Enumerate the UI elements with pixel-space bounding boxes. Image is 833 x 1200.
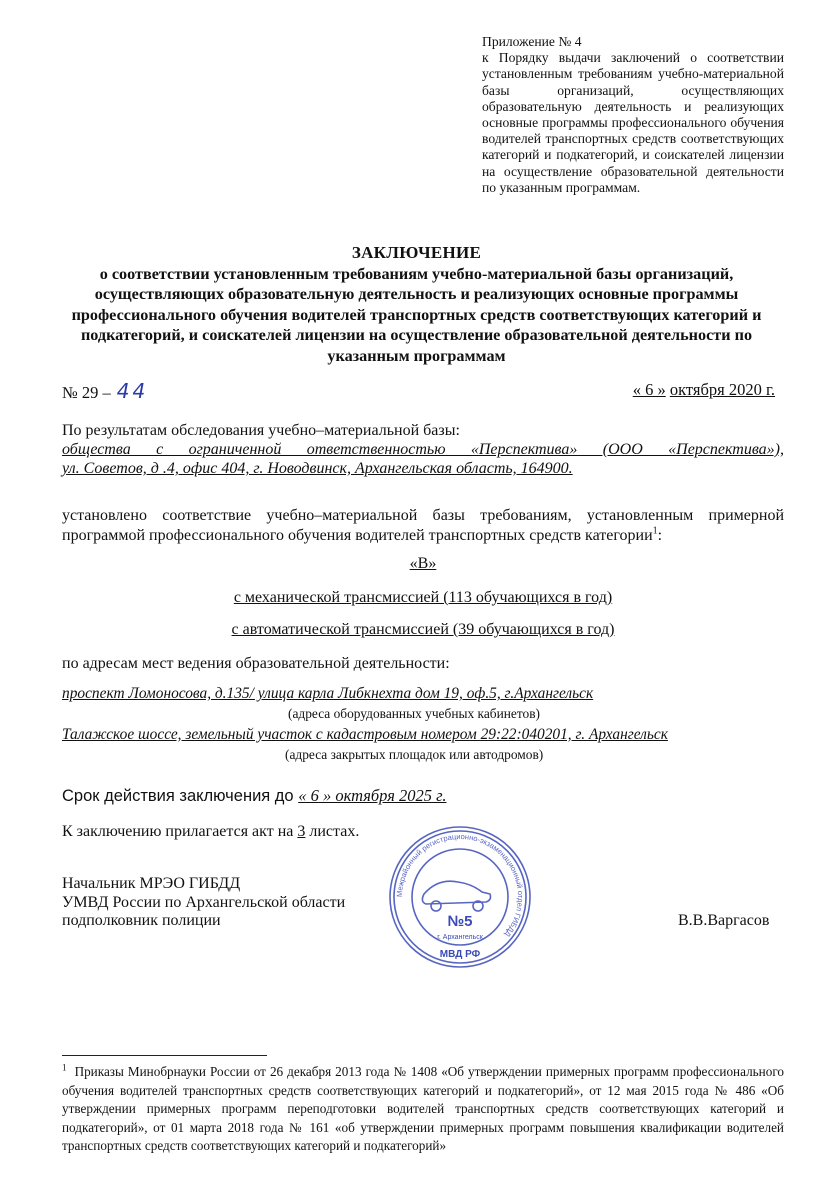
document-number xyxy=(62,379,148,403)
signer-block xyxy=(62,875,345,931)
attached-after: листах. xyxy=(309,823,360,840)
established-text: установлено соответствие учебно–материальной базы требованиям, установленным примерной программой профессионального обучения водителей транспортных средств категории xyxy=(62,507,784,544)
addresses-label: по адресам мест ведения образовательной деятельности: xyxy=(62,655,450,672)
document-title-block xyxy=(50,243,783,366)
classrooms-note: (адреса оборудованных учебных кабинетов) xyxy=(288,706,541,721)
attached-act xyxy=(62,823,359,841)
category-name xyxy=(62,555,784,573)
appendix-header xyxy=(482,34,784,196)
category-label: «В» xyxy=(409,555,437,572)
signer-name: В.В.Варгасов xyxy=(678,912,770,929)
stamp-ring-text: Межрайонный регистрационно-экзаменационный отдел ГИБДД xyxy=(394,831,526,939)
validity-value: « 6 » октября 2025 г. xyxy=(298,786,447,805)
appendix-title: Приложение № 4 xyxy=(482,34,582,49)
footnote-mark: 1 xyxy=(62,1062,67,1073)
manual-transmission-text: с механической трансмиссией (113 обучающихся в год) xyxy=(233,589,613,606)
sites-address: Талажское шоссе, земельный участок с кадастровым номером 29:22:040201, г. Архангельск xyxy=(62,726,668,743)
sites-note: (адреса закрытых площадок или автодромов) xyxy=(285,747,544,762)
date-rest: октября 2020 г. xyxy=(669,380,775,399)
category-automatic xyxy=(62,621,784,639)
automatic-transmission-text: с автоматической трансмиссией (39 обучающихся в год) xyxy=(231,621,615,638)
official-stamp xyxy=(380,822,540,972)
footnote xyxy=(62,1063,784,1156)
date-day: « 6 » xyxy=(632,380,666,399)
inspection-results xyxy=(62,421,784,478)
established-colon: : xyxy=(657,527,663,544)
footnote-text: Приказы Минобрнауки России от 26 декабря 2013 года № 1408 «Об утверждении примерных программ профессионального обучения водителей транспортных средств соответствующих категорий и подкатегорий», от 12 мая 2015 года № 486 «Об утверждении примерных программ переподготовки водителей транспортных средств соответствующих категорий и подкатегорий», от 01 марта 2018 года № 161 «об утверждении примерных программ повышения квалификации водителей транспортных средств соответствующих категорий и подкатегорий» xyxy=(62,1064,784,1154)
stamp-number: №5 xyxy=(447,913,473,930)
footnote-divider xyxy=(62,1055,267,1056)
appendix-text: к Порядку выдачи заключений о соответствии установленным требованиям учебно-материальной базы организаций, осуществляющих образовательную деятельность и реализующих основные программы профессионального обучения водителей транспортных средств соответствующих категорий и подкатегорий, и соискателей лицензии на осуществление образовательной деятельности по указанным программам. xyxy=(482,50,784,195)
organization-name: общества с ограниченной ответственностью «Перспектива» (ООО «Перспектива»), xyxy=(62,441,784,458)
document-date xyxy=(633,380,775,400)
signer-department: УМВД России по Архангельской области xyxy=(62,893,346,911)
signer-rank: подполковник полиции xyxy=(62,912,221,929)
validity-label: Срок действия заключения до xyxy=(62,787,294,805)
category-manual xyxy=(62,589,784,607)
signer-position: Начальник МРЭО ГИБДД xyxy=(62,875,241,892)
classrooms-address: проспект Ломоносова, д.135/ улица карла Либкнехта дом 19, оф.5, г.Архангельск xyxy=(62,685,594,702)
results-intro: По результатам обследования учебно–материальной базы: xyxy=(62,422,460,439)
handwritten-number: 44 xyxy=(116,379,149,403)
attached-count: 3 xyxy=(297,823,306,840)
stamp-bottom: МВД РФ xyxy=(439,949,481,960)
document-title: ЗАКЛЮЧЕНИЕ xyxy=(351,243,482,262)
document-subtitle: о соответствии установленным требованиям учебно-материальной базы организаций, осуществляющих образовательную деятельность и реализующих основные программы профессионального обучения водителей транспортных средств соответствующих категорий и подкатегорий, и соискателей лицензии на осуществление образовательной деятельности по указанным программам xyxy=(71,264,762,365)
validity-period xyxy=(62,786,446,806)
footnote-ref: 1 xyxy=(652,525,658,537)
established-statement xyxy=(62,506,784,546)
stamp-city: г. Архангельск xyxy=(437,934,483,941)
attached-before: К заключению прилагается акт на xyxy=(62,823,294,840)
organization-address: ул. Советов, д .4, офис 404, г. Новодвинск, Архангельская область, 164900. xyxy=(62,460,573,477)
number-prefix: № 29 – xyxy=(62,383,111,402)
